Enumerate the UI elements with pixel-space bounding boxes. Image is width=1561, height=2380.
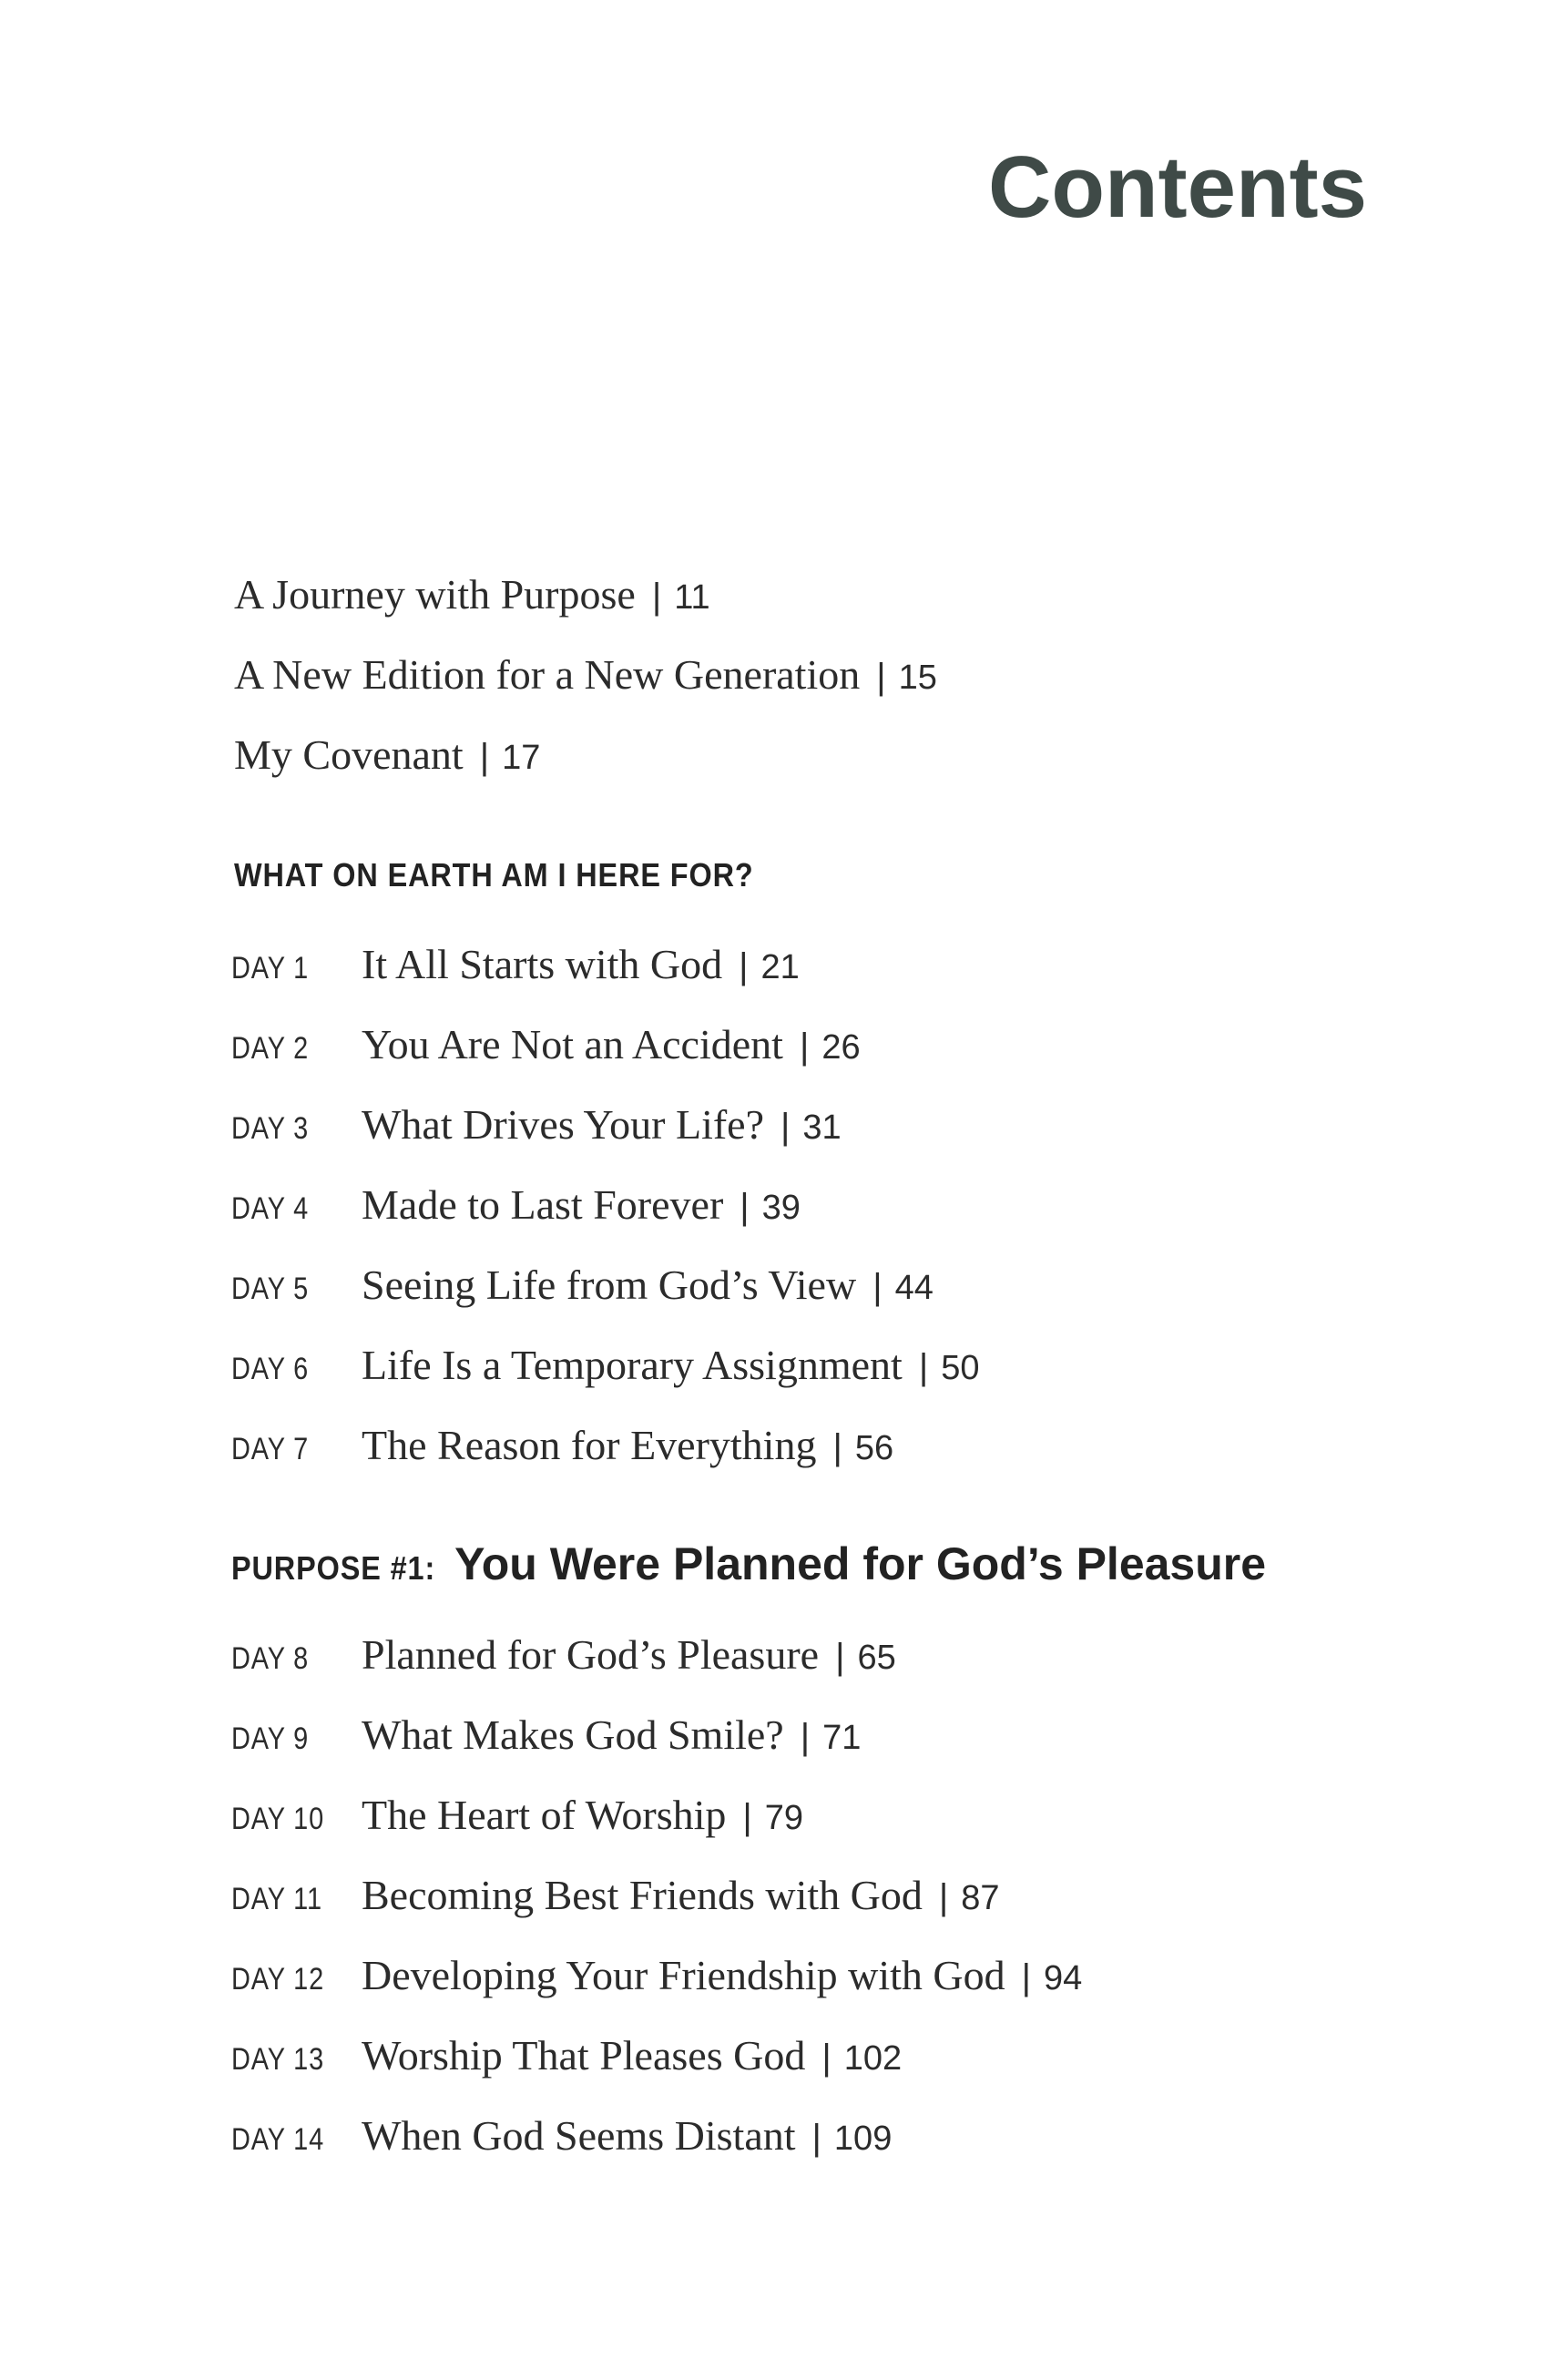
entry-title: A Journey with Purpose <box>234 571 636 618</box>
toc-entry-journey[interactable] <box>234 571 710 618</box>
day-label: DAY 1 <box>231 951 310 986</box>
toc-day-6[interactable] <box>231 1344 979 1386</box>
entry-page-number: 15 <box>898 659 937 697</box>
toc-entry-new-edition[interactable] <box>234 651 937 698</box>
toc-day-10[interactable] <box>231 1794 803 1836</box>
entry-page-number: 21 <box>760 948 800 986</box>
entry-separator: | <box>479 737 490 777</box>
entry-title: What Drives Your Life? <box>362 1101 765 1148</box>
day-label: DAY 5 <box>231 1272 310 1306</box>
entry-title: Life Is a Temporary Assignment <box>362 1342 903 1388</box>
entry-separator: | <box>780 1107 791 1147</box>
day-label: DAY 14 <box>231 2122 325 2157</box>
section-heading-what-on-earth: WHAT ON EARTH AM I HERE FOR? <box>234 856 754 894</box>
entry-title: My Covenant <box>234 731 464 778</box>
day-label: DAY 6 <box>231 1352 310 1386</box>
entry-separator: | <box>742 1797 752 1837</box>
entry-separator: | <box>876 657 886 697</box>
toc-entry-covenant[interactable] <box>234 731 541 778</box>
toc-day-12[interactable] <box>231 1952 1083 1998</box>
entry-page-number: 50 <box>941 1349 980 1387</box>
toc-day-11[interactable] <box>231 1874 1000 1916</box>
day-label: DAY 3 <box>231 1111 310 1146</box>
page-title: Contents <box>988 138 1367 236</box>
day-label: DAY 2 <box>231 1031 310 1066</box>
entry-title: Planned for God’s Pleasure <box>362 1631 820 1678</box>
entry-title: Made to Last Forever <box>362 1181 724 1228</box>
entry-title: It All Starts with God <box>362 941 723 987</box>
entry-page-number: 71 <box>822 1719 862 1757</box>
entry-page-number: 39 <box>761 1189 801 1227</box>
entry-page-number: 79 <box>764 1799 804 1837</box>
entry-title: You Are Not an Accident <box>362 1021 783 1067</box>
toc-day-3[interactable] <box>231 1101 842 1148</box>
entry-separator: | <box>740 1187 750 1227</box>
entry-separator: | <box>872 1267 883 1307</box>
entry-title: What Makes God Smile? <box>362 1711 784 1758</box>
day-label: DAY 12 <box>231 1962 325 1997</box>
entry-page-number: 11 <box>674 578 710 617</box>
entry-title: Developing Your Friendship with God <box>362 1952 1005 1998</box>
entry-page-number: 65 <box>857 1639 896 1677</box>
toc-day-4[interactable] <box>231 1181 801 1228</box>
entry-title: Becoming Best Friends with God <box>362 1872 923 1918</box>
day-label: DAY 4 <box>231 1191 310 1226</box>
toc-day-13[interactable] <box>231 2032 903 2079</box>
entry-separator: | <box>918 1347 929 1387</box>
entry-page-number: 94 <box>1044 1959 1083 1997</box>
entry-page-number: 102 <box>843 2039 903 2078</box>
entry-separator: | <box>651 577 662 617</box>
toc-day-8[interactable] <box>231 1631 896 1678</box>
entry-title: Worship That Pleases God <box>362 2032 806 2079</box>
entry-separator: | <box>832 1427 842 1467</box>
toc-day-7[interactable] <box>231 1422 894 1468</box>
entry-page-number: 56 <box>854 1429 894 1467</box>
entry-separator: | <box>1021 1957 1032 1997</box>
entry-page-number: 44 <box>894 1269 934 1307</box>
toc-day-9[interactable] <box>231 1711 862 1758</box>
entry-separator: | <box>938 1877 949 1917</box>
entry-separator: | <box>799 1027 810 1067</box>
purpose-title: You Were Planned for God’s Pleasure <box>454 1538 1267 1589</box>
toc-day-1[interactable] <box>231 941 800 987</box>
entry-title: A New Edition for a New Generation <box>234 651 861 698</box>
toc-day-5[interactable] <box>231 1264 934 1306</box>
entry-separator: | <box>800 1717 811 1757</box>
entry-page-number: 26 <box>821 1028 861 1067</box>
entry-separator: | <box>739 946 749 986</box>
entry-separator: | <box>821 2038 832 2078</box>
day-label: DAY 8 <box>231 1641 310 1676</box>
day-label: DAY 9 <box>231 1721 310 1756</box>
entry-separator: | <box>835 1637 845 1677</box>
entry-page-number: 87 <box>961 1879 1000 1917</box>
entry-title: Seeing Life from God’s View <box>362 1262 857 1308</box>
day-label: DAY 11 <box>231 1882 322 1916</box>
entry-separator: | <box>811 2118 821 2158</box>
day-label: DAY 10 <box>231 1802 325 1836</box>
entry-page-number: 109 <box>833 2120 893 2158</box>
entry-title: When God Seems Distant <box>362 2112 796 2159</box>
entry-page-number: 17 <box>502 739 541 777</box>
day-label: DAY 13 <box>231 2042 325 2077</box>
entry-title: The Reason for Everything <box>362 1422 817 1468</box>
toc-day-2[interactable] <box>231 1021 861 1067</box>
day-label: DAY 7 <box>231 1432 310 1466</box>
section-heading-purpose-1 <box>231 1538 1267 1589</box>
purpose-label: PURPOSE #1: <box>231 1549 436 1587</box>
toc-day-14[interactable] <box>231 2112 893 2159</box>
entry-title: The Heart of Worship <box>362 1792 727 1838</box>
entry-page-number: 31 <box>802 1108 842 1147</box>
